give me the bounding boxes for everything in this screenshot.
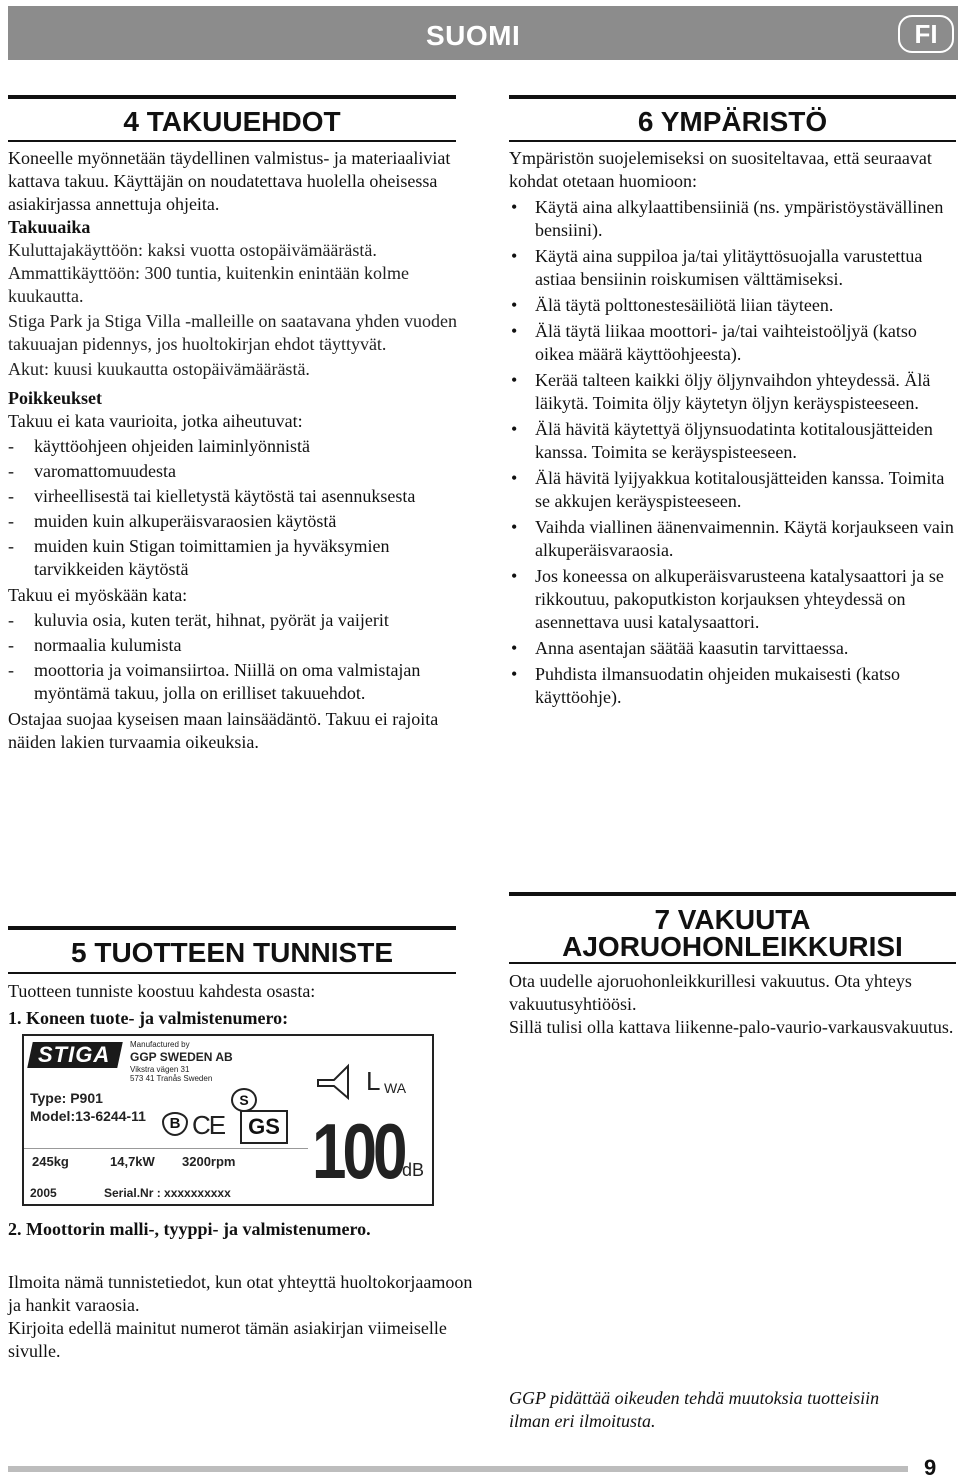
- plate-rpm: 3200rpm: [182, 1154, 236, 1169]
- lwa-l: L: [366, 1066, 381, 1096]
- gs-mark-icon: [240, 1110, 288, 1144]
- manufacturer-name: GGP SWEDEN AB: [130, 1050, 233, 1064]
- list-item: • Käytä aina suppiloa ja/tai ylitäyttösuojalla varustettua astiaa bensiinin roiskumisen välttämiseksi.: [511, 246, 923, 289]
- plate-power: 14,7kW: [110, 1154, 155, 1169]
- identification-intro: Tuotteen tunniste koostuu kahdesta osasta:: [8, 981, 316, 1001]
- insurance-paragraph-2: Sillä tulisi olla kattava liikenne-palo-vaurio-varkausvakuutus.: [509, 1017, 954, 1037]
- manufactured-by-label: Manufactured by: [130, 1040, 190, 1049]
- section-4-underline: [8, 140, 456, 142]
- warranty-intro: Koneelle myönnetään täydellinen valmistus- ja materiaaliviat kattava takuu. Käyttäjän on noudatettava huolella oheisessa asiakirjassa annettuja ohjeita.: [8, 148, 451, 214]
- list-item: • Kerää talteen kaikki öljy öljynvaihdon yhteydessä. Älä läikytä. Toimita öljy käytetyn öljyn keräyspisteeseen.: [511, 370, 931, 413]
- exceptions-intro: Takuu ei kata vaurioita, jotka aiheutuvat:: [8, 411, 303, 431]
- section-7-title-line-1: 7 VAKUUTA: [654, 904, 811, 935]
- section-6-title: 6 YMPÄRISTÖ: [637, 106, 828, 137]
- list-item: - käyttöohjeen ohjeiden laiminlyönnistä: [8, 436, 310, 456]
- footer-bar: [8, 1466, 908, 1472]
- manufacturer-city: 573 41 Tranås Sweden: [130, 1074, 213, 1083]
- db-value: 100: [312, 1109, 404, 1196]
- sound-level-label: [310, 1048, 426, 1198]
- exceptions-heading: Poikkeukset: [8, 388, 103, 408]
- list-item: - muiden kuin Stigan toimittamien ja hyväksymien tarvikkeiden käytöstä: [8, 536, 390, 579]
- stiga-logo-text: STIGA: [38, 1042, 111, 1067]
- section-6-underline: [509, 140, 956, 142]
- stiga-extension: Stiga Park ja Stiga Villa -malleille on saatavana yhden vuoden takuuajan pidennys, jos huoltokirjan ehdot täyttyvät.: [8, 311, 457, 354]
- list-item: - varomattomuudesta: [8, 461, 176, 481]
- environment-intro: Ympäristön suojelemiseksi on suositeltavaa, että seuraavat kohdat otetaan huomioon:: [509, 148, 932, 191]
- section-6-body: [509, 147, 956, 709]
- section-4-rule: [8, 95, 456, 99]
- list-item: • Älä hävitä lyijyakkua kotitalousjätteiden kanssa. Toimita se akkujen keräyspisteeseen.: [511, 468, 945, 511]
- list-item: • Älä täytä liikaa moottori- ja/tai vaihteistoöljyä (katso oikea määrä käyttöohjeesta).: [511, 321, 917, 364]
- list-item: • Jos koneessa on alkuperäisvarusteena katalysaattori ja se rikkoutuu, pakoputkiston korjauksen yhteydessä on asennettava uusi katalysaattori.: [511, 566, 944, 632]
- consumer-period: Kuluttajakäyttöön: kaksi vuotta ostopäivämäärästä.: [8, 240, 377, 260]
- list-item: - muiden kuin alkuperäisvaraosien käytöstä: [8, 511, 337, 531]
- also-not-covered-list: [8, 609, 458, 705]
- section-4-title: 4 TAKUUEHDOT: [123, 106, 341, 137]
- list-item: - virheellisestä tai kielletystä käytöstä tai asennuksesta: [8, 486, 416, 506]
- ce-mark-icon: CE: [192, 1110, 225, 1140]
- section-5-underline: [8, 972, 456, 974]
- environment-list: [509, 196, 956, 709]
- section-6-rule: [509, 95, 956, 99]
- insurance-paragraph-1: Ota uudelle ajoruohonleikkurillesi vakuutus. Ota yhteys vakuutusyhtiöösi.: [509, 971, 912, 1014]
- gs-mark-text: GS: [248, 1114, 280, 1139]
- section-7-underline: [509, 962, 956, 964]
- section-5-body: [8, 980, 458, 1030]
- professional-period: Ammattikäyttöön: 300 tuntia, kuitenkin enintään kolme kuukautta.: [8, 263, 409, 306]
- consumer-law-note: Ostajaa suojaa kyseisen maan lainsäädäntö. Takuu ei rajoita näiden lakien turvaamia oikeuksia.: [8, 709, 439, 752]
- battery-period: Akut: kuusi kuukautta ostopäivämäärästä.: [8, 359, 310, 379]
- disclaimer-text: GGP pidättää oikeuden tehdä muutoksia tuotteisiin ilman eri ilmoitusta.: [509, 1388, 880, 1431]
- identification-note-1: Ilmoita nämä tunnistetiedot, kun otat yhteyttä huoltokorjaamoon ja hankit varaosia.: [8, 1272, 473, 1315]
- db-unit: dB: [402, 1160, 425, 1180]
- identification-item-2: 2. Moottorin malli-, tyyppi- ja valmistenumero.: [8, 1219, 371, 1239]
- plate-divider: [24, 1148, 308, 1149]
- section-7-title-line-2: AJORUOHONLEIKKURISI: [562, 931, 903, 962]
- plate-type: Type: P901: [30, 1090, 103, 1106]
- identification-plate: [22, 1034, 434, 1206]
- section-5-continued: [8, 1218, 478, 1363]
- s-mark-text: S: [239, 1092, 249, 1108]
- header-title: SUOMI: [426, 20, 521, 51]
- lwa-sub: WA: [384, 1080, 407, 1096]
- list-item: - moottoria ja voimansiirtoa. Niillä on oma valmistajan myöntämä takuu, jolla on erilliset takuuehdot.: [8, 660, 421, 703]
- b-mark-text: B: [169, 1115, 181, 1132]
- plate-year: 2005: [30, 1186, 57, 1200]
- exceptions-list: [8, 435, 458, 581]
- also-not-covered-intro: Takuu ei myöskään kata:: [8, 585, 188, 605]
- list-item: • Älä täytä polttonestesäiliötä liian täyteen.: [511, 295, 834, 315]
- page-header: [8, 6, 958, 60]
- disclaimer: [509, 1387, 909, 1433]
- page-number: 9: [924, 1455, 937, 1480]
- list-item: • Älä hävitä käytettyä öljynsuodatinta kotitalousjätteiden kanssa. Toimita se keräyspisteeseen.: [511, 419, 933, 462]
- plate-weight: 245kg: [32, 1154, 69, 1169]
- manufacturer-street: Vikstra vägen 31: [130, 1065, 190, 1074]
- identification-note-2: Kirjoita edellä mainitut numerot tämän asiakirjan viimeiselle sivulle.: [8, 1318, 447, 1361]
- s-mark-icon: [231, 1088, 257, 1112]
- language-badge: FI: [898, 15, 954, 53]
- section-7-title: [509, 906, 956, 960]
- list-item: • Vaihda viallinen äänenvaimennin. Käytä korjaukseen vain alkuperäisvaraosia.: [511, 517, 954, 560]
- warranty-period-heading: Takuuaika: [8, 217, 91, 237]
- section-5-rule: [8, 926, 456, 930]
- list-item: • Puhdista ilmansuodatin ohjeiden mukaisesti (katso käyttöohje).: [511, 664, 900, 707]
- list-item: • Käytä aina alkylaattibensiiniä (ns. ympäristöystävällinen bensiini).: [511, 197, 944, 240]
- list-item: • Anna asentajan säätää kaasutin tarvittaessa.: [511, 638, 849, 658]
- section-7-rule: [509, 892, 956, 896]
- list-item: - normaalia kulumista: [8, 635, 182, 655]
- section-4-body: [8, 147, 458, 754]
- plate-model: Model:13-6244-11: [30, 1108, 146, 1124]
- section-7-body: [509, 970, 956, 1039]
- section-5-title: 5 TUOTTEEN TUNNISTE: [70, 937, 393, 968]
- list-item: - kuluvia osia, kuten terät, hihnat, pyörät ja vaijerit: [8, 610, 389, 630]
- b-mark-icon: [162, 1112, 188, 1136]
- identification-item-1: 1. Koneen tuote- ja valmistenumero:: [8, 1008, 289, 1028]
- plate-serial: Serial.Nr : xxxxxxxxxx: [104, 1186, 231, 1200]
